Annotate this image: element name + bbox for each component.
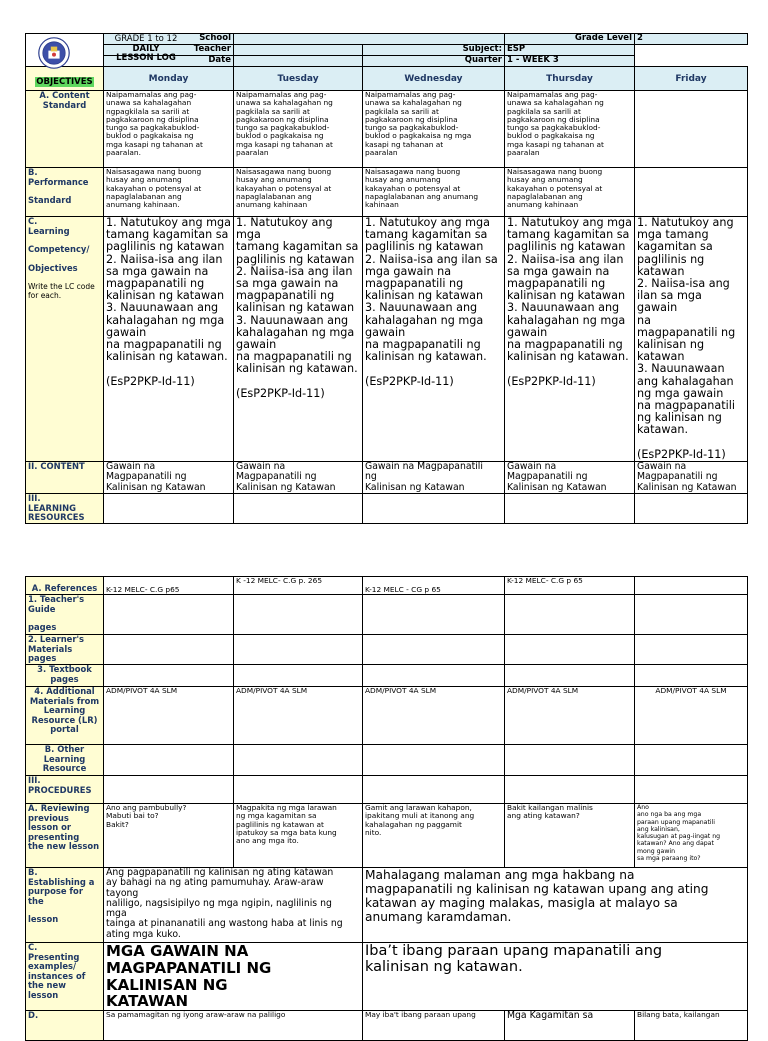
references-wednesday: K-12 MELC - CG p 65 [363,577,505,595]
other-resources-label: B. Other Learning Resource [26,745,104,776]
references-friday [635,577,748,595]
resources-label-line1: III. [28,493,41,504]
content-standard-wednesday: Naipamamalas ang pag- unawa sa kahalagahan ng pagkilala sa sarili at pagkakaroon ng disiplina tungo sa pagkakabuklod- buklod o pagkakaisa ng mga kasapi ng tahanan at paaralan [363,91,505,168]
learning-resources-label [26,494,104,524]
establishing-label-line1: B. [28,867,38,877]
establishing-label-line2: Establishing a purpose for the [28,876,95,906]
establishing-left: Ang pagpapanatili ng kalinisan ng ating katawan ay bahagi na ng ating pamumuhay. Araw-araw tayong naliligo, nagsisipilyo ng mga ngipin, naglilinis ng mga tainga at pinananatili ang wastong haba at linis ng ating mga kuko. [104,868,363,943]
presenting-right: Iba’t ibang paraan upang mapanatili ang kalinisan ng katawan. [363,943,748,1011]
subject-value[interactable]: ESP [505,45,635,56]
performance-standard-wednesday: Naisasagawa nang buong husay ang anumang kakayahan o potensyal at napaglalabanan ang anumang kahinaan [363,168,505,217]
textbook-pages-monday[interactable] [104,665,234,687]
content-friday: Gawain na Magpapanatili ng Kalinisan ng Katawan [635,462,748,494]
teachers-guide-monday[interactable] [104,595,234,635]
learners-materials-thursday[interactable] [505,635,635,665]
textbook-pages-wednesday[interactable] [363,665,505,687]
header-title-block [26,34,178,67]
grade-level-value[interactable]: 2 [635,34,748,45]
quarter-value[interactable]: 1 - WEEK 3 [505,56,635,67]
references-tuesday: K -12 MELC- C.G p. 265 [234,577,363,595]
discussing-label: D. [26,1011,104,1041]
presenting-label-line2: Presenting examples/ instances of the new [28,951,86,991]
performance-standard-tuesday: Naisasagawa nang buong husay ang anumang kakayahan o potensyal at napaglalabanan ang anumang kahinaan [234,168,363,217]
day-header-friday: Friday [635,67,748,91]
reviewing-wednesday: Gamit ang larawan kahapon, ipakitang muli at itanong ang kahalagahan ng paggamit nito. [363,804,505,868]
reviewing-monday: Ano ang pambubully? Mabuti bai to? Bakit? [104,804,234,868]
content-standard-thursday: Naipamamalas ang pag- unawa sa kahalagahan ng pagkilala sa sarili at pagkakaroon ng disiplina tungo sa pagkakabuklod- buklod o pagkakaisa ng mga kasapi ng tahanan at paaralan [505,91,635,168]
grade-level-label: Grade Level [505,34,635,45]
performance-label-line3: Standard [28,195,72,206]
school-label: School [104,34,234,45]
textbook-pages-label: 3. Textbook pages [26,665,104,687]
resources-label-line3: RESOURCES [28,512,85,523]
additional-materials-monday: ADM/PIVOT 4A SLM [104,687,234,745]
learners-materials-label: 2. Learner's Materials pages [26,635,104,665]
competency-label-line2: Learning [28,225,70,236]
day-header-wednesday: Wednesday [363,67,505,91]
header-title-line3: LESSON LOG [116,53,176,63]
teachers-guide-line1: 1. Teacher's Guide [28,594,85,614]
learning-competency-thursday: 1. Natutukoy ang mga tamang kagamitan sa paglilinis ng katawan 2. Naiisa-isa ang ilan sa mga gawain na magpapanatili ng kalinisan ng katawan 3. Nauunawaan ang kahalagahan ng mga gawain na magpapanatili ng kalinisan ng katawan. (EsP2PKP-Id-11) [505,217,635,462]
date-value[interactable] [234,56,363,67]
performance-label-line1: B. [28,167,38,177]
quarter-label: Quarter [363,56,505,67]
teacher-value[interactable] [234,45,363,56]
discussing-mon-tue: Sa pamamagitan ng iyong araw-araw na paliligo [104,1011,363,1041]
presenting-left: MGA GAWAIN NA MAGPAPANATILI NG KALINISAN NG KATAWAN [104,943,363,1011]
objectives-label: OBJECTIVES [36,77,93,87]
discussing-thursday: Mga Kagamitan sa [505,1011,635,1041]
learning-resources-thursday[interactable] [505,494,635,524]
procedures-thursday[interactable] [505,776,635,804]
date-label: Date [104,56,234,67]
resources-label-line2: LEARNING [28,502,76,513]
other-resources-tuesday[interactable] [234,745,363,776]
performance-label-line2: Performance [28,176,89,187]
additional-materials-friday: ADM/PIVOT 4A SLM [635,687,748,745]
subject-label: Subject: [363,45,505,56]
learning-resources-wednesday[interactable] [363,494,505,524]
discussing-wednesday: May iba't ibang paraan upang [363,1011,505,1041]
presenting-label-line1: C. [28,942,38,952]
school-value[interactable] [234,34,505,45]
procedures-friday[interactable] [635,776,748,804]
reviewing-label-line2: the new lesson [28,841,100,852]
procedures-label: III. PROCEDURES [26,776,104,804]
learning-resources-friday[interactable] [635,494,748,524]
content-standard-label: A. Content Standard [26,91,104,168]
learning-resources-monday[interactable] [104,494,234,524]
teachers-guide-line2: pages [28,622,57,633]
textbook-pages-friday[interactable] [635,665,748,687]
reviewing-friday: Ano ano nga ba ang mga paraan upang mapanatili ang kalinisan, kalusugan at pag-iingat ng katawan? Ano ang dapat mong gawin sa mga paraang ito? [635,804,748,868]
teachers-guide-tuesday[interactable] [234,595,363,635]
objectives-header [26,67,104,91]
presenting-label-line3: lesson [28,989,59,1000]
learners-materials-friday[interactable] [635,635,748,665]
additional-materials-label: 4. Additional Materials from Learning Resource (LR) portal [26,687,104,745]
performance-standard-friday [635,168,748,217]
day-header-monday: Monday [104,67,234,91]
competency-label-line1: C. [28,216,38,226]
learning-competency-label [26,217,104,462]
header-title-line2: DAILY [132,43,160,54]
teachers-guide-thursday[interactable] [505,595,635,635]
teachers-guide-wednesday[interactable] [363,595,505,635]
reviewing-label-line1: A. Reviewing previous lesson or presenting [28,803,90,842]
textbook-pages-thursday[interactable] [505,665,635,687]
deped-seal-icon [38,37,70,69]
other-resources-wednesday[interactable] [363,745,505,776]
content-label: II. CONTENT [26,462,104,494]
procedures-wednesday[interactable] [363,776,505,804]
procedures-tuesday[interactable] [234,776,363,804]
textbook-pages-tuesday[interactable] [234,665,363,687]
content-thursday: Gawain na Magpapanatili ng Kalinisan ng Katawan [505,462,635,494]
competency-label-line4: Objectives [28,262,78,273]
teacher-label: Teacher [104,45,234,56]
reviewing-thursday: Bakit kailangan malinis ang ating katawan? [505,804,635,868]
content-tuesday: Gawain na Magpapanatili ng Kalinisan ng Katawan [234,462,363,494]
performance-standard-label [26,168,104,217]
learning-resources-tuesday[interactable] [234,494,363,524]
performance-standard-monday: Naisasagawa nang buong husay ang anumang kakayahan o potensyal at napaglalabanan ang anumang kahinaan. [104,168,234,217]
lesson-log-table-bottom [25,576,748,1041]
content-monday: Gawain na Magpapanatili ng Kalinisan ng Katawan [104,462,234,494]
learning-competency-monday: 1. Natutukoy ang mga tamang kagamitan sa paglilinis ng katawan 2. Naiisa-isa ang ilan sa mga gawain na magpapanatili ng kalinisan ng katawan 3. Nauunawaan ang kahalagahan ng mga gawain na magpapanatili ng kalinisan ng katawan. (EsP2PKP-Id-11) [104,217,234,462]
learners-materials-tuesday[interactable] [234,635,363,665]
learners-materials-monday[interactable] [104,635,234,665]
additional-materials-wednesday: ADM/PIVOT 4A SLM [363,687,505,745]
learning-competency-friday: 1. Natutukoy ang mga tamang kagamitan sa paglilinis ng katawan 2. Naiisa-isa ang ilan sa mga gawain na magpapanatili ng kalinisan ng katawan 3. Nauunawaan ang kahalagahan ng mga gawain na magpapanatili ng kalinisan ng katawan. (EsP2PKP-Id-11) [635,217,748,462]
learning-competency-tuesday: 1. Natutukoy ang mga tamang kagamitan sa paglilinis ng katawan 2. Naiisa-isa ang ilan sa mga gawain na magpapanatili ng kalinisan ng katawan 3. Nauunawaan ang kahalagahan ng mga gawain na magpapanatili ng kalinisan ng katawan. (EsP2PKP-Id-11) [234,217,363,462]
other-resources-monday[interactable] [104,745,234,776]
content-wednesday: Gawain na Magpapanatili ng Kalinisan ng Katawan [363,462,505,494]
additional-materials-tuesday: ADM/PIVOT 4A SLM [234,687,363,745]
day-header-tuesday: Tuesday [234,67,363,91]
competency-label-line3: Competency/ [28,244,90,255]
teachers-guide-friday[interactable] [635,595,748,635]
content-standard-monday: Naipamamalas ang pag- unawa sa kahalagahan ngpagkilala sa sarili at pagkakaroon ng disiplina tungo sa pagkakabuklod- buklod o pagkakaisa ng mga kasapi ng tahanan at paaralan. [104,91,234,168]
other-resources-friday[interactable] [635,745,748,776]
learning-competency-wednesday: 1. Natutukoy ang mga tamang kagamitan sa paglilinis ng katawan 2. Naiisa-isa ang ilan sa mga gawain na magpapanatili ng kalinisan ng katawan 3. Nauunawaan ang kahalagahan ng mga gawain na magpapanatili ng kalinisan ng katawan. (EsP2PKP-Id-11) [363,217,505,462]
establishing-right: Mahalagang malaman ang mga hakbang na magpapanatili ng kalinisan ng katawan upang ang ating katawan ay maging malakas, masigla at malayo sa anumang karamdaman. [363,868,748,943]
content-standard-friday [635,91,748,168]
procedures-monday[interactable] [104,776,234,804]
lc-code-note: Write the LC code for each. [28,282,95,301]
references-monday: K-12 MELC- C.G p65 [104,577,234,595]
content-standard-tuesday: Naipamamalas ang pag- unawa sa kahalagahan ng pagkilala sa sarili at pagkakaroon ng disiplina tungo sa pagkakabuklod- buklod o pagkakaisa ng mga kasapi ng tahanan at paaralan [234,91,363,168]
other-resources-thursday[interactable] [505,745,635,776]
learners-materials-wednesday[interactable] [363,635,505,665]
discussing-friday: Bilang bata, kailangan [635,1011,748,1041]
establishing-label [26,868,104,943]
references-thursday: K-12 MELC- C.G p 65 [505,577,635,595]
references-label: A. References [26,577,104,595]
header-title-line1: GRADE 1 to 12 [114,34,178,44]
reviewing-tuesday: Magpakita ng mga larawan ng mga kagamitan sa paglilinis ng katawan at ipatukoy sa mga bata kung ano ang mga ito. [234,804,363,868]
teachers-guide-label [26,595,104,635]
lesson-log-table-top [25,33,748,524]
performance-standard-thursday: Naisasagawa nang buong husay ang anumang kakayahan o potensyal at napaglalabanan ang anumang kahinaan [505,168,635,217]
establishing-label-line3: lesson [28,914,59,925]
presenting-label [26,943,104,1011]
day-header-thursday: Thursday [505,67,635,91]
additional-materials-thursday: ADM/PIVOT 4A SLM [505,687,635,745]
reviewing-label [26,804,104,868]
